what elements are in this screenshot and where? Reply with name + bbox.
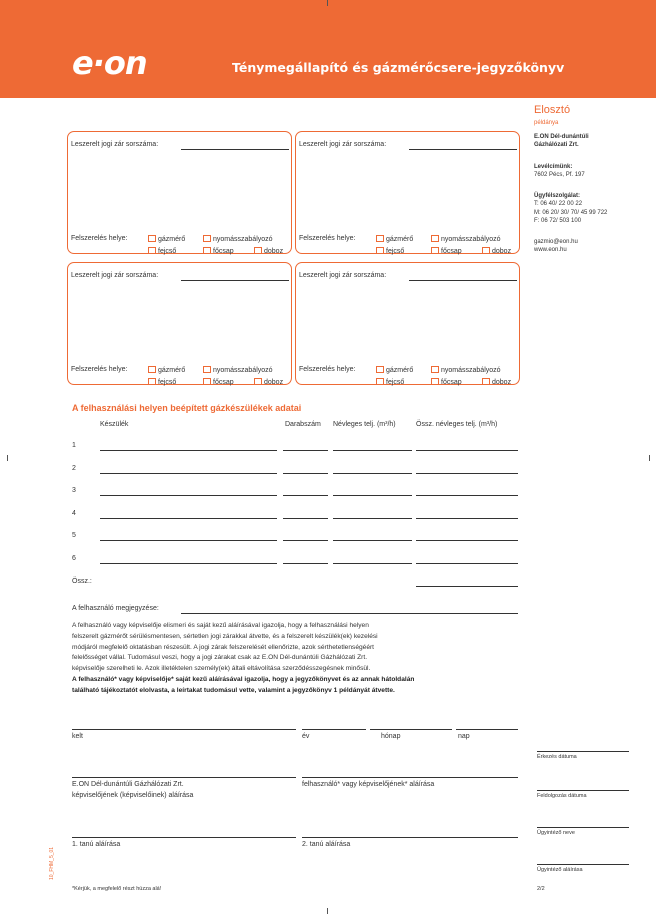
checkbox-square[interactable] (203, 235, 211, 242)
processing-date-label: Feldolgozás dátuma (537, 793, 587, 799)
clerk-name-label: Ügyintéző neve (537, 830, 575, 836)
location-label: Felszerelés helye: (299, 366, 356, 373)
seal-box-4 (295, 262, 520, 385)
checkbox-fejcso[interactable]: fejcső (148, 247, 176, 255)
devices-section-title: A felhasználási helyen beépített gázkészülékek adatai (72, 403, 302, 413)
mail-block (534, 163, 585, 180)
device-input-line[interactable] (283, 473, 328, 474)
row-label: 5 (72, 532, 76, 539)
checkbox-focsap[interactable]: főcsap (431, 247, 462, 255)
service-block (534, 192, 607, 225)
crop-mark (649, 455, 650, 461)
year-input-line[interactable] (302, 729, 366, 730)
location-label: Felszerelés helye: (71, 366, 128, 373)
checkbox-nyomasszabalyozo[interactable]: nyomásszabályozó (431, 366, 501, 374)
checkbox-doboz[interactable]: doboz (254, 378, 283, 386)
checkbox-square[interactable] (203, 378, 211, 385)
page-number: 2/2 (537, 886, 545, 892)
serial-label: Leszerelt jogi zár sorszáma: (299, 272, 387, 279)
checkbox-fejcso[interactable]: fejcső (148, 378, 176, 386)
device-input-line[interactable] (416, 586, 518, 587)
month-label: hónap (381, 733, 401, 740)
row-label: 1 (72, 442, 76, 449)
checkbox-focsap[interactable]: főcsap (203, 247, 234, 255)
checkbox-square[interactable] (148, 235, 156, 242)
remark-label: A felhasználó megjegyzése: (72, 605, 159, 612)
device-input-line[interactable] (100, 450, 277, 451)
device-input-line[interactable] (416, 473, 518, 474)
device-input-line[interactable] (333, 473, 412, 474)
witness-1-label: 1. tanú aláírása (72, 841, 121, 848)
company-signature-label-2: képviselőjének (képviselőinek) aláírása (72, 792, 194, 799)
witness-2-label: 2. tanú aláírása (302, 841, 351, 848)
device-input-line[interactable] (283, 563, 328, 564)
checkbox-fejcso[interactable]: fejcső (376, 247, 404, 255)
phone-f: F: 06 72/ 503 100 (534, 217, 582, 224)
phone-t: T: 06 40/ 22 00 22 (534, 201, 583, 208)
checkbox-doboz[interactable]: doboz (254, 247, 283, 255)
processing-date-line[interactable] (537, 790, 629, 791)
checkbox-gazmero[interactable]: gázmérő (148, 366, 185, 374)
location-label: Felszerelés helye: (71, 235, 128, 242)
device-input-line[interactable] (283, 540, 328, 541)
device-input-line[interactable] (416, 518, 518, 519)
declaration-bold-line: található tájékoztatót elolvasta, a leírtakat tudomásul vette, valamint a jegyzőkönyv 1 példányát átvette. (72, 686, 395, 694)
serial-label: Leszerelt jogi zár sorszáma: (71, 141, 159, 148)
checkbox-square[interactable] (203, 247, 211, 254)
checkbox-square[interactable] (431, 378, 439, 385)
company-block (534, 133, 589, 150)
crop-mark (327, 0, 328, 6)
declaration-line: felszerelt gázmérőt sérülésmentesen, sértetlen jogi zárakkal átvette, és a felszerelt készülék(ek) kezelési (72, 632, 378, 640)
copy-title: Elosztó (534, 104, 571, 116)
checkbox-square[interactable] (376, 235, 384, 242)
checkbox-square[interactable] (203, 366, 211, 373)
device-input-line[interactable] (283, 495, 328, 496)
device-input-line[interactable] (416, 450, 518, 451)
day-label: nap (458, 733, 470, 740)
month-input-line[interactable] (370, 729, 452, 730)
declaration-line: képviselője szerelheti le. Azok illetéktelen személy(ek) általi eltávolítása szerződésszegésnek minősül. (72, 665, 371, 673)
col-device: Készülék (100, 421, 129, 428)
year-label: év (302, 733, 310, 740)
device-input-line[interactable] (416, 540, 518, 541)
device-input-line[interactable] (416, 563, 518, 564)
checkbox-gazmero[interactable]: gázmérő (148, 235, 185, 243)
checkbox-nyomasszabalyozo[interactable]: nyomásszabályozó (203, 235, 273, 243)
document-title: Ténymegállapító és gázmérőcsere-jegyzőkönyv (232, 60, 565, 75)
service-label: Ügyfélszolgálat: (534, 193, 581, 199)
col-nominal: Névleges telj. (m³/h) (333, 421, 396, 428)
eon-logo: e·on (72, 44, 147, 82)
row-label: Össz.: (72, 578, 92, 585)
seal-box-2 (295, 131, 520, 254)
crop-mark (327, 908, 328, 914)
serial-input-line[interactable] (409, 280, 517, 281)
device-input-line[interactable] (333, 450, 412, 451)
device-input-line[interactable] (283, 518, 328, 519)
device-input-line[interactable] (416, 495, 518, 496)
declaration-text (72, 621, 520, 697)
checkbox-square[interactable] (376, 247, 384, 254)
email-address: gazmio@eon.hu (534, 239, 578, 245)
declaration-line: felelősséget vállal. Tudomásul veszi, hogy a jogi zárakat csak az E.ON Dél-dunántúli Gázhálózati Zrt. (72, 654, 368, 662)
mail-address: 7602 Pécs, Pf. 197 (534, 172, 585, 179)
checkbox-doboz[interactable]: doboz (482, 247, 511, 255)
seal-box-1 (67, 131, 292, 254)
checkbox-focsap[interactable]: főcsap (431, 378, 462, 386)
checkbox-square[interactable] (431, 235, 439, 242)
day-input-line[interactable] (456, 729, 518, 730)
device-input-line[interactable] (100, 563, 277, 564)
crop-mark (7, 455, 8, 461)
clerk-signature-line[interactable] (537, 864, 629, 865)
arrival-date-line[interactable] (537, 751, 629, 752)
checkbox-nyomasszabalyozo[interactable]: nyomásszabályozó (203, 366, 273, 374)
checkbox-square[interactable] (148, 247, 156, 254)
device-input-line[interactable] (100, 473, 277, 474)
declaration-line: módjáról megfelelő oktatásban részesült. A jogi zárak felszerelését ellenőrizte, azok sérthetetlenségéért (72, 643, 375, 651)
row-label: 3 (72, 487, 76, 494)
website: www.eon.hu (534, 247, 567, 254)
device-input-line[interactable] (100, 518, 277, 519)
serial-input-line[interactable] (409, 149, 517, 150)
serial-input-line[interactable] (181, 149, 289, 150)
checkbox-square[interactable] (376, 378, 384, 385)
location-label: Felszerelés helye: (299, 235, 356, 242)
serial-input-line[interactable] (181, 280, 289, 281)
declaration-line: A felhasználó vagy képviselője elismeri és saját kezű aláírásával igazolja, hogy a felhasználási helyen (72, 622, 369, 629)
device-input-line[interactable] (333, 540, 412, 541)
checkbox-square[interactable] (376, 366, 384, 373)
remark-input-line[interactable] (181, 613, 518, 614)
place-input-line[interactable] (72, 729, 296, 730)
document-code: 10_FHM_5_01 (49, 846, 55, 880)
place-label: kelt (72, 733, 83, 740)
user-signature-label: felhasználó* vagy képviselőjének* aláírása (302, 781, 435, 788)
declaration-bold-line: A felhasználó* vagy képviselője* saját kezű aláírásával igazolja, hogy a jegyzőkönyvet és az annak hátoldalán (72, 675, 415, 683)
device-input-line[interactable] (100, 540, 277, 541)
seal-box-3 (67, 262, 292, 385)
company-name-1: E.ON Dél-dunántúli (534, 134, 589, 140)
header-banner (0, 0, 656, 98)
checkbox-fejcso[interactable]: fejcső (376, 378, 404, 386)
row-label: 2 (72, 465, 76, 472)
device-input-line[interactable] (333, 563, 412, 564)
user-signature-line[interactable] (302, 777, 518, 778)
arrival-date-label: Érkezés dátuma (537, 754, 577, 760)
company-signature-line[interactable] (72, 777, 296, 778)
device-input-line[interactable] (283, 450, 328, 451)
device-input-line[interactable] (333, 518, 412, 519)
device-input-line[interactable] (100, 495, 277, 496)
checkbox-square[interactable] (482, 378, 490, 385)
phone-m: M: 06 20/ 30/ 70/ 45 99 722 (534, 209, 608, 216)
checkbox-gazmero[interactable]: gázmérő (376, 235, 413, 243)
checkbox-square[interactable] (254, 378, 262, 385)
device-input-line[interactable] (333, 495, 412, 496)
company-signature-label-1: E.ON Dél-dunántúli Gázhálózati Zrt. (72, 781, 184, 788)
row-label: 6 (72, 555, 76, 562)
clerk-signature-label: Ügyintéző aláírása (537, 867, 583, 873)
serial-label: Leszerelt jogi zár sorszáma: (71, 272, 159, 279)
checkbox-square[interactable] (254, 247, 262, 254)
web-block (534, 238, 578, 255)
mail-label: Levélcímünk: (534, 164, 573, 170)
row-label: 4 (72, 510, 76, 517)
checkbox-square[interactable] (431, 247, 439, 254)
company-name-2: Gázhálózati Zrt. (534, 142, 579, 149)
checkbox-doboz[interactable]: doboz (482, 378, 511, 386)
witness-2-signature-line[interactable] (302, 837, 518, 838)
checkbox-gazmero[interactable]: gázmérő (376, 366, 413, 374)
checkbox-square[interactable] (148, 366, 156, 373)
checkbox-square[interactable] (431, 366, 439, 373)
clerk-name-line[interactable] (537, 827, 629, 828)
checkbox-square[interactable] (148, 378, 156, 385)
serial-label: Leszerelt jogi zár sorszáma: (299, 141, 387, 148)
col-total: Össz. névleges telj. (m³/h) (416, 421, 498, 428)
col-count: Darabszám (285, 421, 321, 428)
checkbox-focsap[interactable]: főcsap (203, 378, 234, 386)
checkbox-square[interactable] (482, 247, 490, 254)
footnote: *Kérjük, a megfelelő részt húzza alá! (72, 886, 162, 892)
checkbox-nyomasszabalyozo[interactable]: nyomásszabályozó (431, 235, 501, 243)
witness-1-signature-line[interactable] (72, 837, 296, 838)
copy-subtitle: példánya (534, 120, 559, 126)
